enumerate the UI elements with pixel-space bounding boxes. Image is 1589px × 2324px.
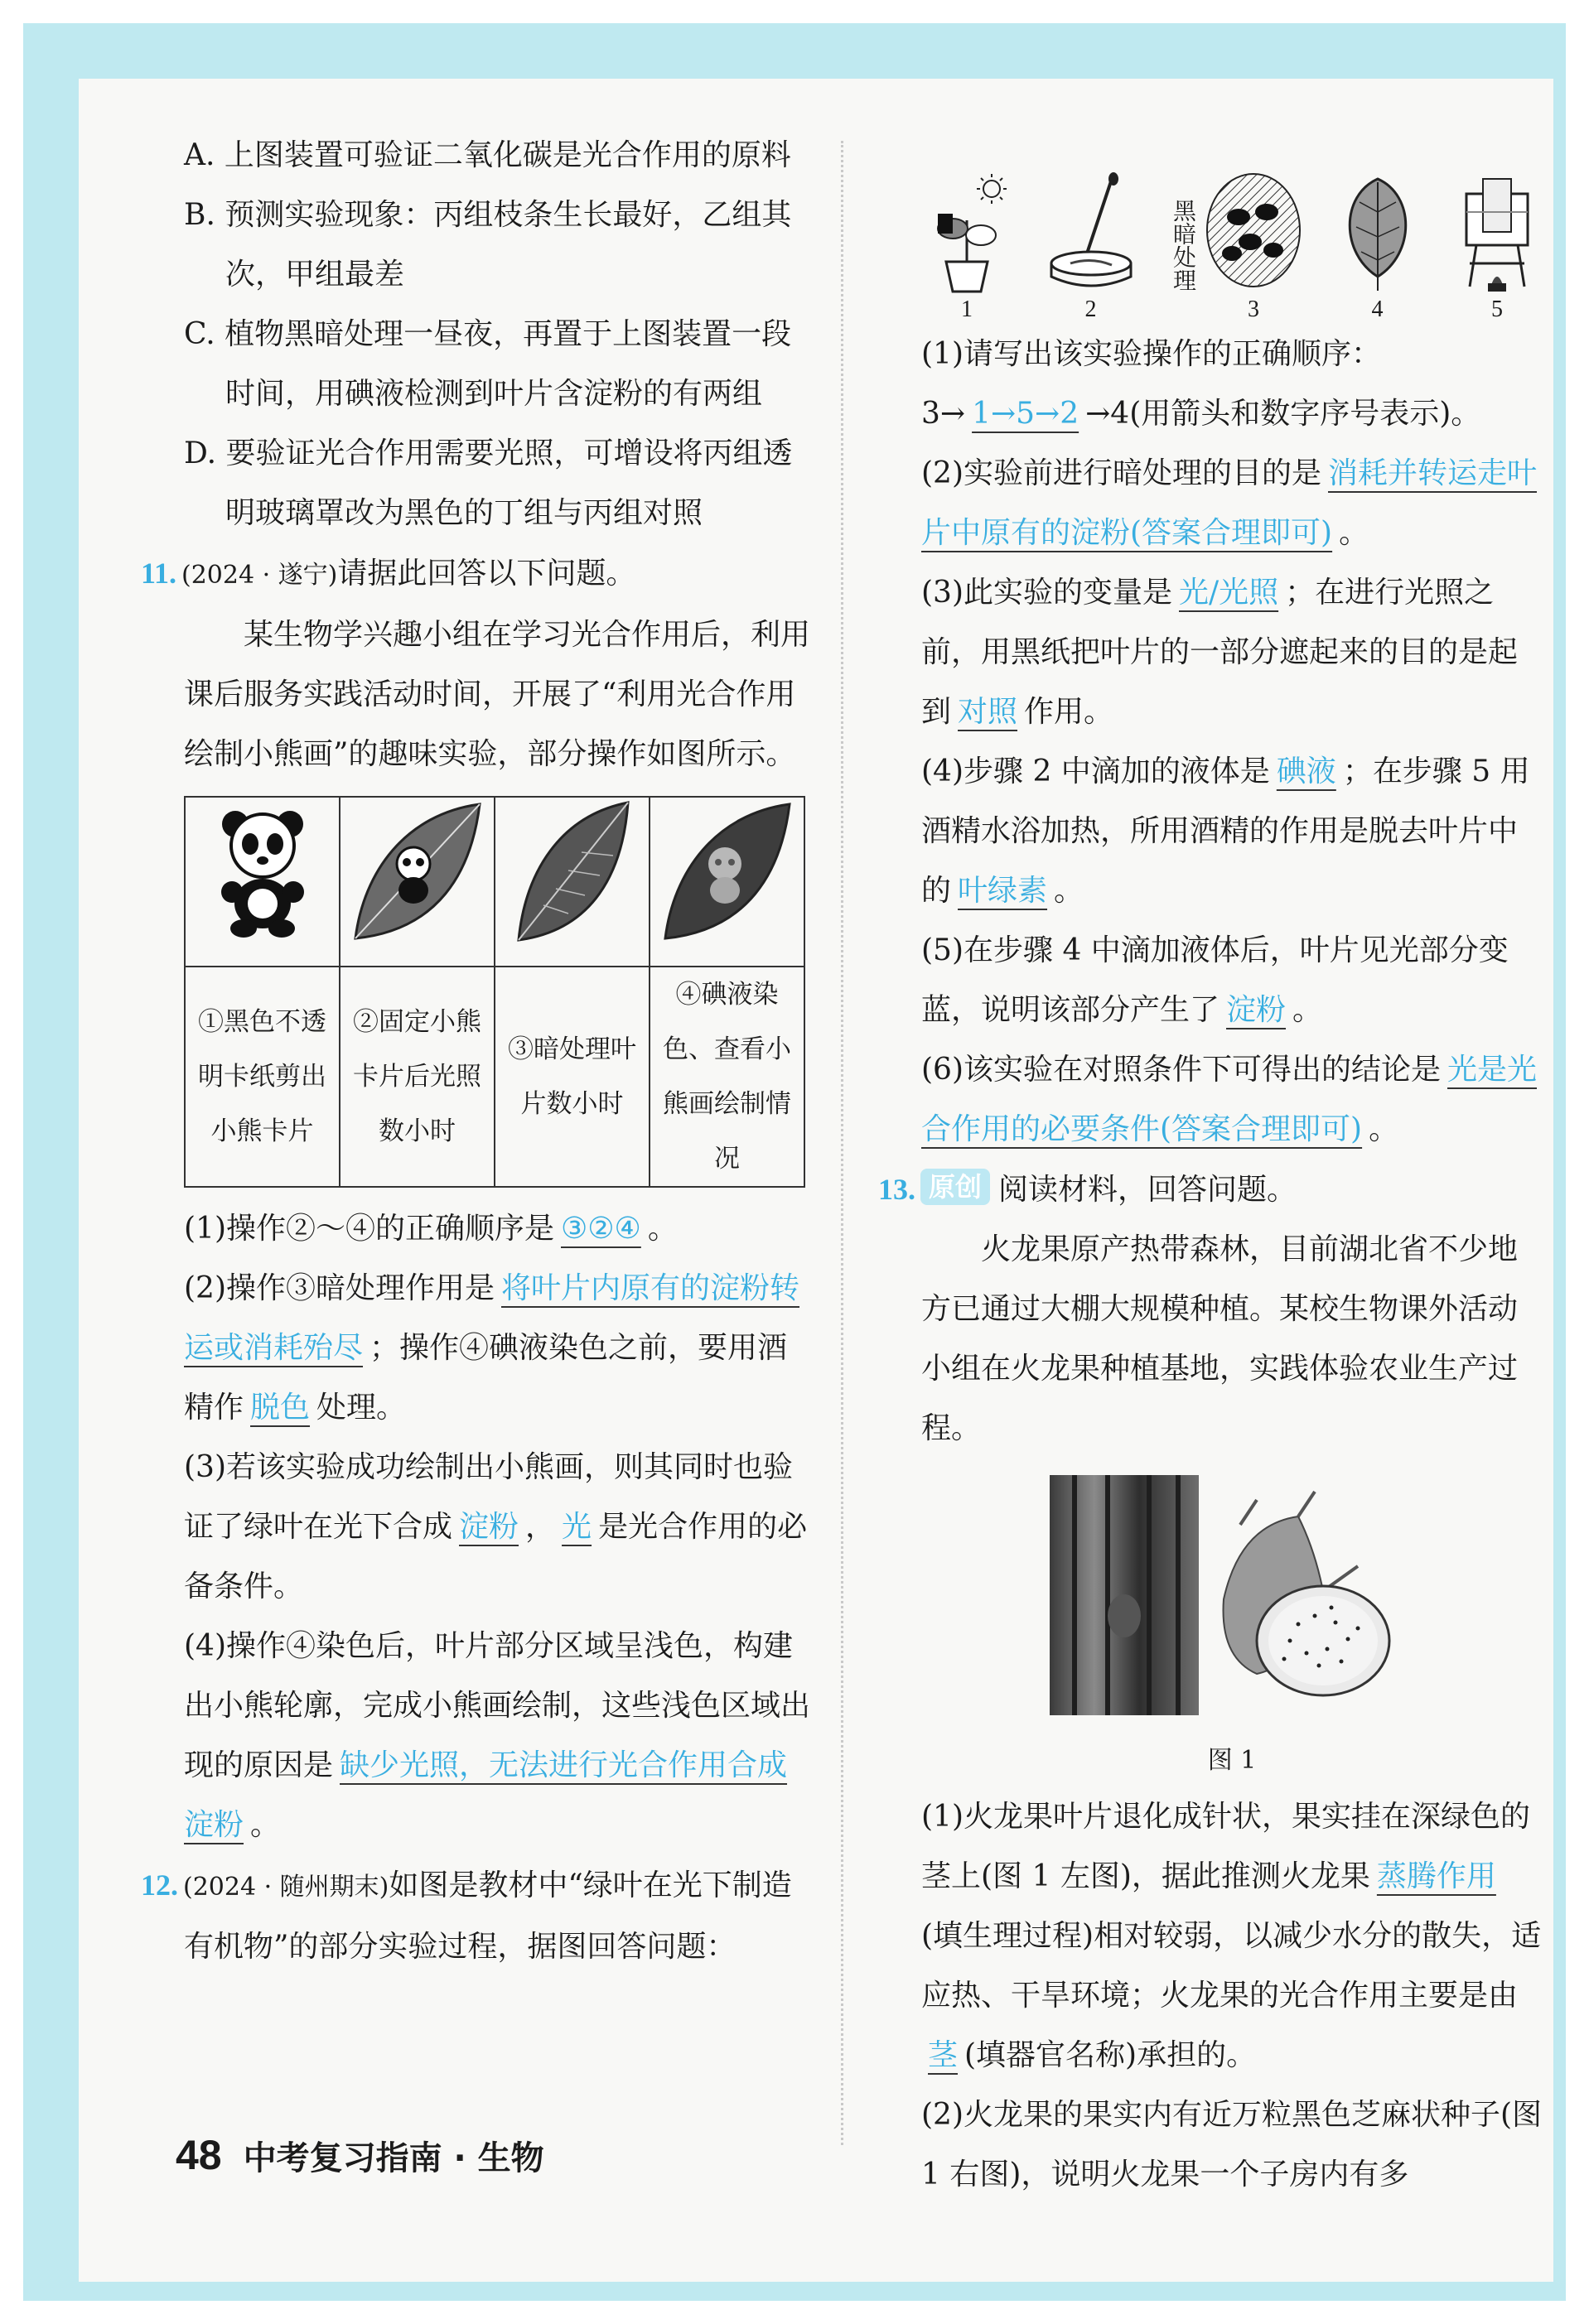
q11-sub-1 bbox=[184, 1199, 814, 1259]
question-stem: 阅读材料，回答问题。 bbox=[998, 1173, 1297, 1207]
original-badge: 原创 bbox=[920, 1169, 990, 1205]
leaf-with-card-image bbox=[347, 798, 488, 947]
q12-s3-answer-2: 对照 bbox=[958, 695, 1018, 729]
q11-sub-3 bbox=[184, 1438, 814, 1617]
figure-label: 1 bbox=[961, 297, 973, 322]
q12-s2-end: 。 bbox=[1339, 516, 1369, 550]
q12-s2-text: (2)实验前进行暗处理的目的是 bbox=[921, 456, 1321, 490]
question-number: 13. bbox=[878, 1173, 915, 1206]
q13-s1-text: (1)火龙果叶片退化成针状，果实挂在深绿色的茎上(图 1 左图)，据此推测火龙果 bbox=[921, 1800, 1530, 1893]
q13-s1-answer-1: 蒸腾作用 bbox=[1376, 1859, 1496, 1893]
q12-s3-answer-1: 光/光照 bbox=[1179, 576, 1279, 610]
q12-s3-end: 作用。 bbox=[1024, 695, 1114, 729]
q11-s1-text: (1)操作②～④的正确顺序是 bbox=[184, 1212, 554, 1246]
question-source: (2024 · 随州期末) bbox=[183, 1873, 389, 1902]
q12-s5-end: 。 bbox=[1292, 993, 1323, 1027]
q12-sub-1 bbox=[921, 325, 1543, 444]
q11-s2-answer-1: 将叶片内原有的淀粉转运或消耗殆尽 bbox=[184, 1271, 800, 1365]
q12-s3-text: (3)此实验的变量是 bbox=[921, 576, 1172, 610]
question-number: 12. bbox=[141, 1868, 178, 1902]
panda-card-image bbox=[217, 806, 308, 938]
q11-s2-text-b: ；操作④碘液染色之前，要用酒精作 bbox=[184, 1331, 788, 1425]
q12-sub-5 bbox=[921, 921, 1543, 1040]
right-column bbox=[878, 159, 1543, 2205]
q12-s2-answer: 消耗并转运走叶片中原有的淀粉(答案合理即可) bbox=[921, 456, 1538, 550]
q11-s2-end: 处理。 bbox=[316, 1391, 407, 1425]
q11-sub-4 bbox=[184, 1617, 814, 1855]
q11-s2-answer-2: 脱色 bbox=[250, 1391, 311, 1425]
q11-s2-text: (2)操作③暗处理作用是 bbox=[184, 1271, 495, 1305]
q11-s4-end: 。 bbox=[250, 1808, 281, 1842]
figure-label: 5 bbox=[1491, 297, 1503, 322]
q12-s5-text: (5)在步骤 4 中滴加液体后，叶片见光部分变蓝，说明该部分产生了 bbox=[921, 933, 1509, 1027]
dragon-fruit-photo bbox=[1050, 1475, 1414, 1715]
page-footer bbox=[176, 2130, 544, 2183]
option-c: C. 植物黑暗处理一昼夜，再置于上图装置一段时间，用碘液检测到叶片含淀粉的有两组 bbox=[184, 317, 792, 411]
potted-plant-sun-icon bbox=[921, 171, 1012, 295]
q12-s6-answer: 光是光合作用的必要条件(答案合理即可) bbox=[921, 1053, 1538, 1146]
q11-s1-end: 。 bbox=[647, 1212, 678, 1246]
stained-leaf-cell bbox=[650, 797, 804, 967]
question-12-header bbox=[141, 1855, 814, 1977]
question-11-intro: 某生物学兴趣小组在学习光合作用后，利用课后服务实践活动时间，开展了“利用光合作用绘制小熊画”的趣味实验，部分操作如图所示。 bbox=[184, 618, 811, 771]
figure-label: 3 bbox=[1248, 297, 1259, 322]
figure-step-3 bbox=[1169, 171, 1303, 325]
figure-1-caption: 图 1 bbox=[1207, 1746, 1257, 1775]
figure-step-2 bbox=[1046, 171, 1137, 325]
dark-treated-leaf-image bbox=[510, 798, 635, 947]
q13-s1-text-b: (填生理过程)相对较弱，以减少水分的散失，适应热、干旱环境；火龙果的光合作用主要是由 bbox=[921, 1919, 1542, 2013]
step-4-caption: ④碘液染色、查看小熊画绘制情况 bbox=[650, 967, 804, 1187]
q13-sub-2: (2)火龙果的果实内有近万粒黑色芝麻状种子(图 1 右图)，说明火龙果一个子房内有多 bbox=[921, 2098, 1543, 2191]
q11-s3-answer-2: 光 bbox=[562, 1510, 592, 1544]
option-b: B. 预测实验现象：丙组枝条生长最好，乙组其次，甲组最差 bbox=[184, 198, 792, 292]
q11-s3-text: (3)若该实验成功绘制出小熊画，则其同时也验证了绿叶在光下合成 bbox=[184, 1450, 793, 1544]
figure-step-1 bbox=[921, 171, 1012, 325]
q12-s5-answer: 淀粉 bbox=[1226, 993, 1287, 1027]
step-1-caption: ①黑色不透明卡纸剪出小熊卡片 bbox=[185, 967, 340, 1187]
panda-card-cell bbox=[185, 797, 340, 967]
dish-dropper-icon bbox=[1046, 171, 1137, 295]
question-number: 11. bbox=[141, 557, 177, 590]
q12-s1-end: →4(用箭头和数字序号表示)。 bbox=[1085, 397, 1481, 431]
option-d: D. 要验证光合作用需要光照，可增设将丙组透明玻璃罩改为黑色的丁组与丙组对照 bbox=[184, 436, 793, 530]
q12-sub-6 bbox=[921, 1040, 1543, 1160]
leaf-icon bbox=[1336, 171, 1419, 295]
q12-s4-text: (4)步骤 2 中滴加的液体是 bbox=[921, 755, 1270, 788]
q11-s1-answer: ③②④ bbox=[561, 1212, 641, 1246]
q12-s4-answer-2: 叶绿素 bbox=[958, 874, 1048, 908]
q12-s4-text-b: ；在步骤 5 用酒精水浴加热，所用酒精的作用是脱去叶片中的 bbox=[921, 755, 1530, 908]
q13-sub-1 bbox=[921, 1787, 1543, 2085]
q11-s3-comma: ， bbox=[525, 1510, 556, 1544]
figure-step-4 bbox=[1336, 171, 1419, 325]
dark-leaf-cell bbox=[495, 797, 650, 967]
q11-s3-answer-1: 淀粉 bbox=[459, 1510, 519, 1544]
dark-treated-plant-icon bbox=[1204, 171, 1303, 295]
bear-experiment-table bbox=[184, 796, 805, 1188]
page-number: 48 bbox=[176, 2132, 222, 2178]
question-13-header bbox=[878, 1160, 1543, 1220]
figure-step-5 bbox=[1451, 171, 1543, 325]
question-13-intro: 火龙果原产热带森林，目前湖北省不少地方已通过大棚大规模种植。某校生物课外活动小组在火龙果种植基地，实践体验农业生产过程。 bbox=[921, 1232, 1519, 1445]
q11-s4-answer: 缺少光照，无法进行光合作用合成淀粉 bbox=[184, 1748, 788, 1842]
q12-s1-answer: 1→5→2 bbox=[972, 397, 1079, 431]
question-source: (2024 · 遂宁) bbox=[181, 561, 338, 590]
q11-s3-end: 是光合作用的必备条件。 bbox=[184, 1510, 808, 1603]
q12-s3-text-b: ；在进行光照之前，用黑纸把叶片的一部分遮起来的目的是起到 bbox=[921, 576, 1519, 729]
q12-sub-4 bbox=[921, 742, 1543, 921]
leaf-with-card-cell bbox=[340, 797, 495, 967]
figure-label: 4 bbox=[1371, 297, 1384, 322]
book-title: 中考复习指南 · 生物 bbox=[243, 2139, 544, 2177]
water-bath-heating-icon bbox=[1451, 171, 1543, 295]
figure-1 bbox=[921, 1475, 1543, 1736]
experiment-steps-figure bbox=[921, 159, 1543, 325]
q13-s1-end: (填器官名称)承担的。 bbox=[964, 2038, 1257, 2072]
q12-sub-2 bbox=[921, 444, 1543, 563]
q12-s6-end: 。 bbox=[1369, 1112, 1399, 1146]
q12-s1-text: (1)请写出该实验操作的正确顺序：3→ bbox=[921, 337, 1381, 431]
step-2-caption: ②固定小熊卡片后光照数小时 bbox=[340, 967, 495, 1187]
q11-s4-text: (4)操作④染色后，叶片部分区域呈浅色，构建出小熊轮廓，完成小熊画绘制，这些浅色区域出现的原因是 bbox=[184, 1629, 811, 1782]
option-a: A. 上图装置可验证二氧化碳是光合作用的原料 bbox=[184, 138, 791, 172]
question-stem: 如图是教材中“绿叶在光下制造有机物”的部分实验过程，据图回答问题： bbox=[184, 1868, 792, 1964]
figure-label: 2 bbox=[1084, 297, 1097, 322]
question-stem: 请据此回答以下问题。 bbox=[337, 557, 636, 591]
step-3-caption: ③暗处理叶片数小时 bbox=[495, 967, 650, 1187]
q11-sub-2 bbox=[184, 1259, 814, 1438]
q12-s4-answer-1: 碘液 bbox=[1276, 755, 1336, 788]
question-11-header bbox=[141, 543, 814, 605]
q13-s1-answer-2: 茎 bbox=[928, 2038, 959, 2072]
left-column bbox=[141, 126, 814, 1977]
stained-leaf-image bbox=[657, 798, 798, 947]
q12-s4-end: 。 bbox=[1054, 874, 1084, 908]
q12-sub-3 bbox=[921, 563, 1543, 742]
q12-s6-text: (6)该实验在对照条件下可得出的结论是 bbox=[921, 1053, 1441, 1087]
column-divider bbox=[841, 141, 843, 2145]
dark-treatment-label: 黑暗处理 bbox=[1170, 199, 1197, 292]
